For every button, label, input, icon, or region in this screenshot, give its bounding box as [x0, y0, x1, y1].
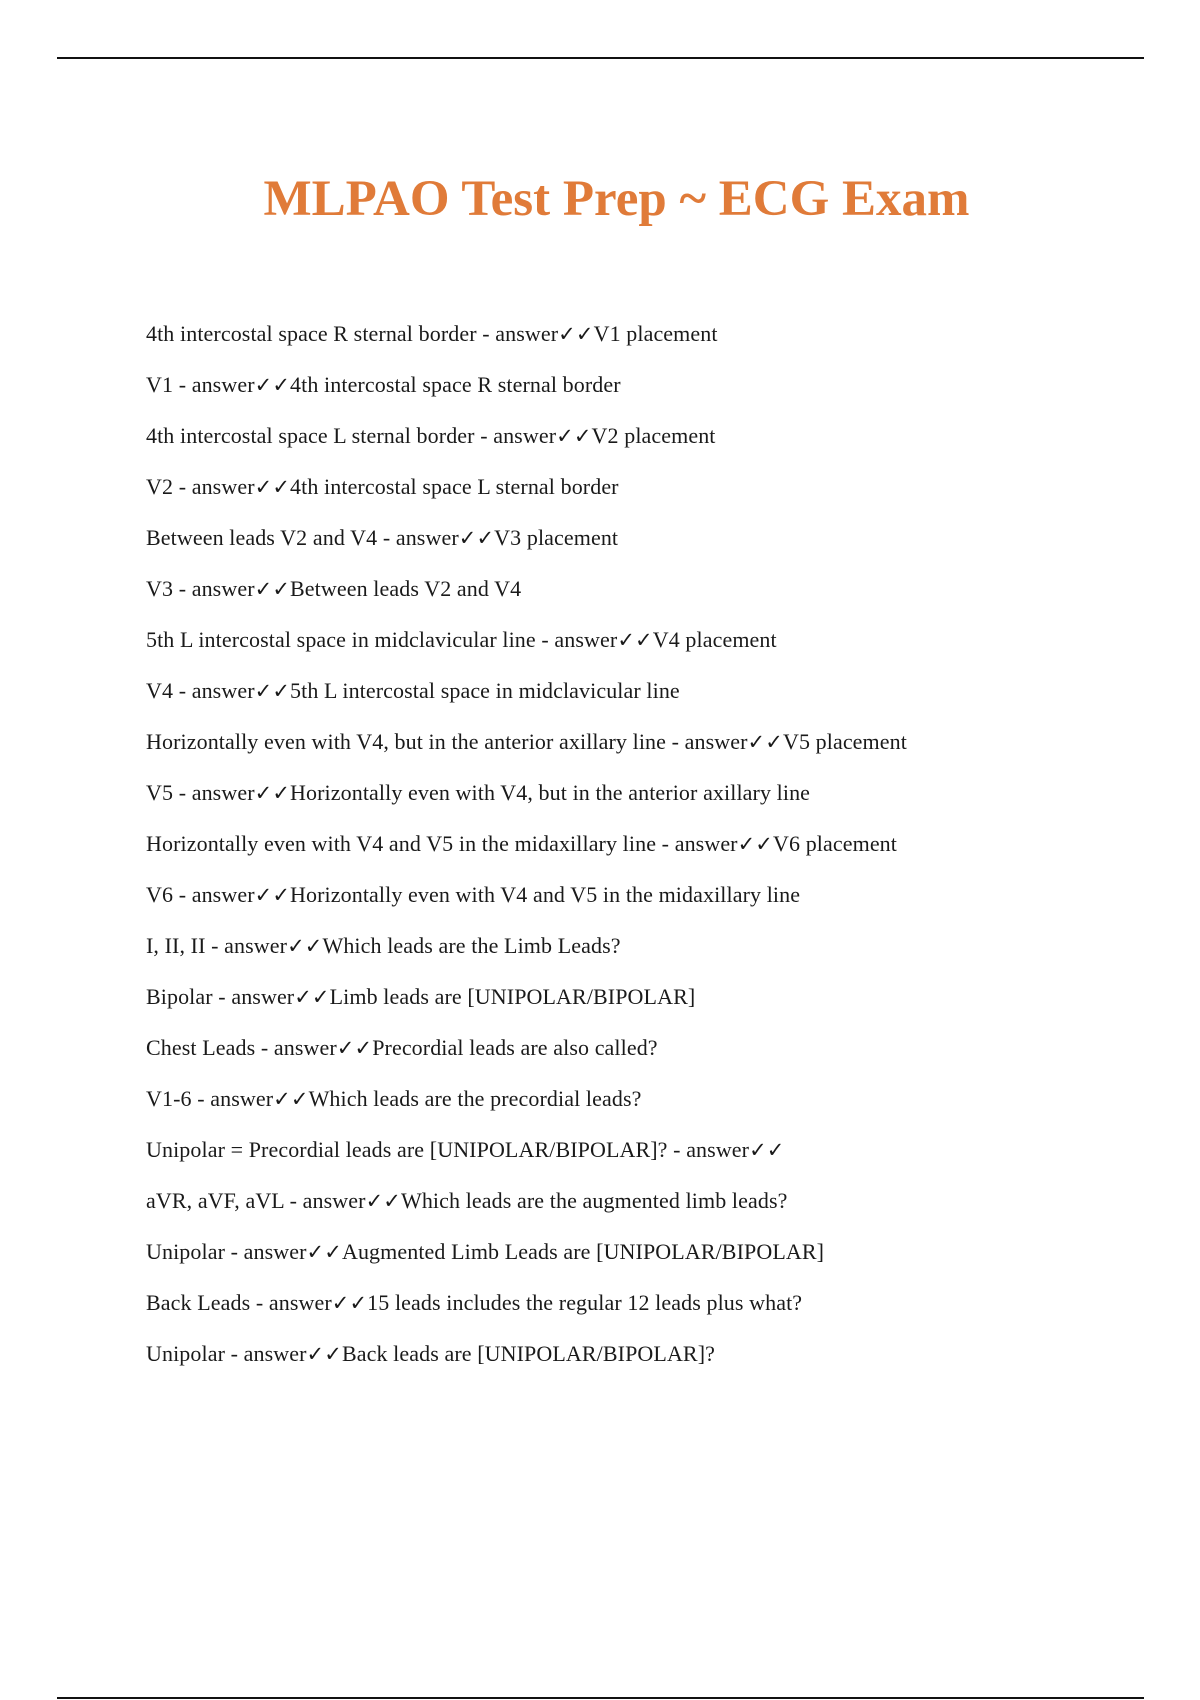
item-term: Horizontally even with V4 and V5 in the midaxillary line	[146, 831, 657, 856]
double-check-icon: ✓✓	[254, 679, 291, 703]
list-item	[146, 984, 907, 1010]
item-term: V1-6	[146, 1086, 192, 1111]
item-answer: Which leads are the Limb Leads?	[322, 933, 621, 958]
item-term: aVR, aVF, aVL	[146, 1188, 285, 1213]
qa-list	[146, 321, 907, 1392]
item-term: Unipolar	[146, 1341, 226, 1366]
item-answer: V5 placement	[782, 729, 907, 754]
item-separator: - answer	[191, 1086, 274, 1111]
list-item	[146, 576, 907, 602]
double-check-icon: ✓✓	[254, 883, 291, 907]
double-check-icon: ✓✓	[556, 424, 592, 448]
list-item	[146, 1137, 907, 1163]
item-term: V3	[146, 576, 174, 601]
list-item	[146, 423, 907, 449]
double-check-icon: ✓✓	[306, 1342, 342, 1366]
item-term: V1	[146, 372, 174, 397]
double-check-icon: ✓✓	[254, 577, 291, 601]
item-separator: - answer	[225, 1341, 307, 1366]
item-separator: - answer	[173, 882, 255, 907]
item-term: 5th L intercostal space in midclavicular line	[146, 627, 536, 652]
list-item	[146, 1188, 907, 1214]
double-check-icon: ✓✓	[747, 730, 783, 754]
top-divider	[57, 57, 1144, 59]
list-item	[146, 1086, 907, 1112]
list-item	[146, 780, 907, 806]
list-item	[146, 1239, 907, 1265]
item-answer: Horizontally even with V4, but in the anterior axillary line	[290, 780, 811, 805]
item-term: Back Leads	[146, 1290, 251, 1315]
double-check-icon: ✓✓	[617, 628, 653, 652]
page-title: MLPAO Test Prep ~ ECG Exam	[263, 171, 970, 227]
item-term: Bipolar	[146, 984, 213, 1009]
item-answer: V2 placement	[591, 423, 716, 448]
item-separator: - answer	[205, 933, 288, 958]
item-term: 4th intercostal space R sternal border	[146, 321, 477, 346]
item-separator: - answer	[225, 1239, 307, 1264]
item-term: V6	[146, 882, 174, 907]
list-item	[146, 474, 907, 500]
item-term: I, II, II	[146, 933, 206, 958]
item-term: Chest Leads	[146, 1035, 256, 1060]
item-answer: V4 placement	[652, 627, 777, 652]
list-item	[146, 1341, 907, 1367]
list-item	[146, 729, 907, 755]
item-term: V5	[146, 780, 174, 805]
list-item	[146, 525, 907, 551]
item-answer: Augmented Limb Leads are [UNIPOLAR/BIPOLAR]	[341, 1239, 825, 1264]
item-term: Unipolar = Precordial leads are [UNIPOLAR/BIPOLAR]?	[146, 1137, 668, 1162]
item-answer: Which leads are the augmented limb leads?	[400, 1188, 788, 1213]
list-item	[146, 678, 907, 704]
item-separator: - answer	[173, 678, 255, 703]
double-check-icon: ✓✓	[558, 322, 594, 346]
item-separator: - answer	[255, 1035, 337, 1060]
item-separator: - answer	[173, 576, 255, 601]
item-separator: - answer	[284, 1188, 366, 1213]
double-check-icon: ✓✓	[254, 781, 291, 805]
item-separator: - answer	[476, 321, 559, 346]
item-term: Unipolar	[146, 1239, 226, 1264]
item-answer: Between leads V2 and V4	[290, 576, 522, 601]
list-item	[146, 1290, 907, 1316]
item-term: Horizontally even with V4, but in the anterior axillary line	[146, 729, 667, 754]
item-term: Between leads V2 and V4	[146, 525, 378, 550]
list-item	[146, 627, 907, 653]
item-separator: - answer	[535, 627, 618, 652]
item-separator: - answer	[474, 423, 557, 448]
item-answer: 4th intercostal space L sternal border	[290, 474, 619, 499]
item-separator: - answer	[250, 1290, 332, 1315]
list-item	[146, 321, 907, 347]
item-answer: Limb leads are [UNIPOLAR/BIPOLAR]	[329, 984, 696, 1009]
double-check-icon: ✓✓	[458, 526, 495, 550]
item-term: V4	[146, 678, 174, 703]
item-answer: Horizontally even with V4 and V5 in the midaxillary line	[290, 882, 801, 907]
item-separator: - answer	[173, 780, 255, 805]
item-separator: - answer	[666, 729, 748, 754]
item-answer: V3 placement	[494, 525, 619, 550]
item-separator: - answer	[212, 984, 295, 1009]
item-answer: V6 placement	[773, 831, 897, 856]
item-separator: - answer	[667, 1137, 750, 1162]
item-answer: Precordial leads are also called?	[372, 1035, 658, 1060]
item-term: V2	[146, 474, 174, 499]
list-item	[146, 882, 907, 908]
double-check-icon: ✓✓	[365, 1189, 401, 1213]
double-check-icon: ✓✓	[749, 1138, 785, 1162]
list-item	[146, 1035, 907, 1061]
item-answer: Back leads are [UNIPOLAR/BIPOLAR]?	[341, 1341, 715, 1366]
item-separator: - answer	[173, 372, 255, 397]
double-check-icon: ✓✓	[306, 1240, 342, 1264]
item-term: 4th intercostal space L sternal border	[146, 423, 475, 448]
double-check-icon: ✓✓	[273, 1087, 309, 1111]
item-separator: - answer	[377, 525, 459, 550]
double-check-icon: ✓✓	[294, 985, 330, 1009]
double-check-icon: ✓✓	[331, 1291, 368, 1315]
double-check-icon: ✓✓	[737, 832, 774, 856]
list-item	[146, 831, 907, 857]
list-item	[146, 933, 907, 959]
item-answer: 5th L intercostal space in midclavicular line	[290, 678, 680, 703]
double-check-icon: ✓✓	[287, 934, 323, 958]
item-separator: - answer	[173, 474, 255, 499]
item-answer: 4th intercostal space R sternal border	[290, 372, 621, 397]
double-check-icon: ✓✓	[254, 475, 291, 499]
item-answer: 15 leads includes the regular 12 leads plus what?	[367, 1290, 803, 1315]
bottom-divider	[57, 1697, 1144, 1699]
double-check-icon: ✓✓	[336, 1036, 373, 1060]
list-item	[146, 372, 907, 398]
item-answer: Which leads are the precordial leads?	[308, 1086, 642, 1111]
item-separator: - answer	[656, 831, 738, 856]
item-answer: V1 placement	[593, 321, 718, 346]
double-check-icon: ✓✓	[254, 373, 291, 397]
